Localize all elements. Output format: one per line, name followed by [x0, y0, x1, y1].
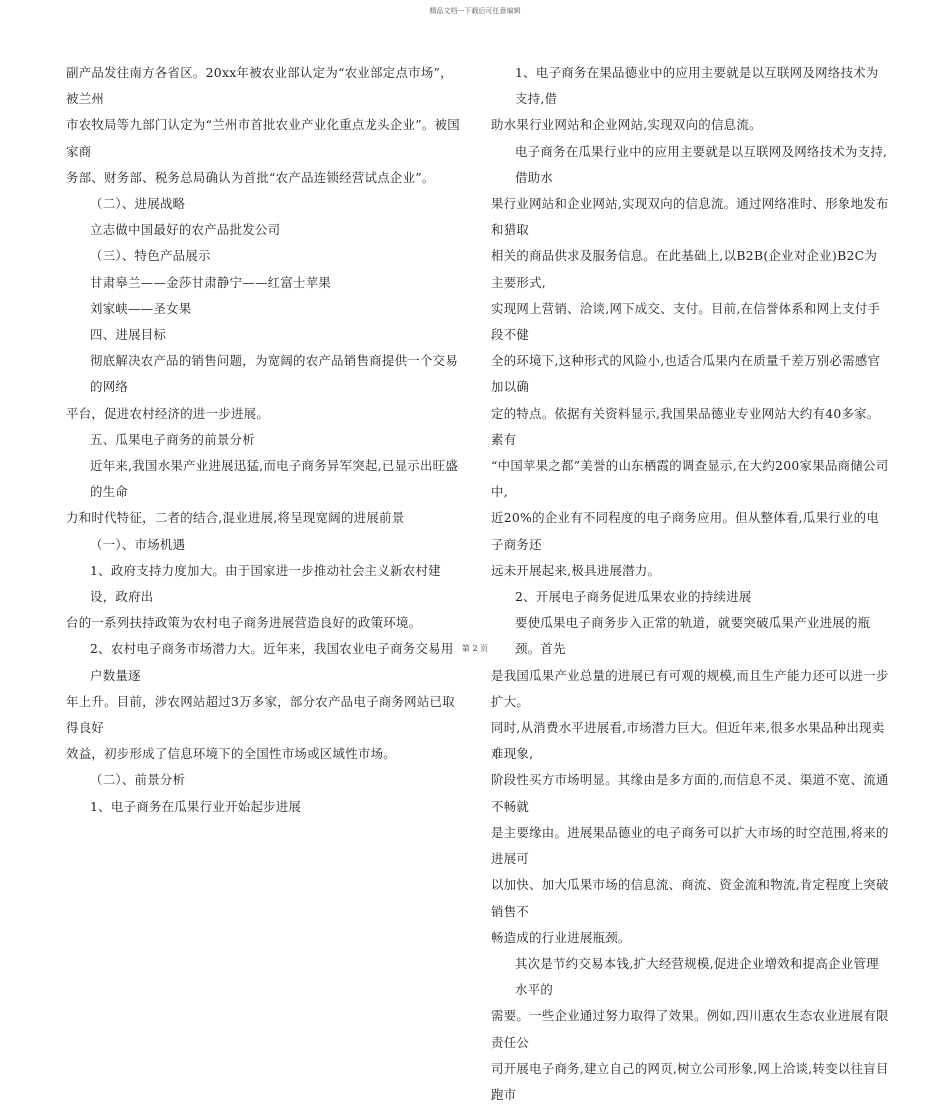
text-line: 需要。一些企业通过努力取得了效果。例如,四川惠农生态农业进展有限责任公: [491, 1008, 889, 1050]
left-column: [66, 60, 464, 820]
text-line: 果行业网站和企业网站,实现双向的信息流。通过网络准时、形象地发布和猎取: [491, 196, 889, 238]
text-line: 年上升。目前，涉农网站超过3万多家，部分农产品电子商务网站已取得良好: [66, 693, 455, 736]
section-heading: 2、开展电子商务促进瓜果农业的持续进展: [515, 589, 752, 605]
text-line: 1、政府支持力度加大。由于国家进一步推动社会主义新农村建设，政府出: [90, 562, 441, 605]
text-line: 务部、财务部、税务总局确认为首批“农产品连锁经营试点企业”。: [66, 169, 435, 185]
text-line: 远未开展起来,极具进展潜力。: [491, 562, 661, 578]
text-line: 平台，促进农村经济的进一步进展。: [66, 405, 270, 421]
text-line: 是主要缘由。进展果品德业的电子商务可以扩大市场的时空范围,将来的进展可: [491, 824, 889, 867]
text-line: 甘肃皋兰——金莎甘肃静宁——红富士苹果: [90, 274, 332, 290]
text-line: 2、农村电子商务市场潜力大。近年来，我国农业电子商务交易用户数量逐: [90, 641, 454, 683]
page-header: 精品文档---下载后可任意编辑: [429, 7, 521, 15]
text-line: 助水果行业网站和企业网站,实现双向的信息流。: [491, 117, 762, 133]
text-line: “中国苹果之都”美誉的山东栖霞的调查显示,在大约200家果品商储公司中,: [491, 458, 889, 500]
section-heading: （二）、进展战略: [90, 196, 186, 212]
text-line: 立志做中国最好的农产品批发公司: [90, 222, 281, 238]
text-line: 要使瓜果电子商务步入正常的轨道，就要突破瓜果产业进展的瓶颈。首先: [515, 615, 871, 657]
text-line: 1、电子商务在果品德业中的应用主要就是以互联网及网络技术为支持,借: [515, 65, 879, 107]
text-line: 1、电子商务在瓜果行业开始起步进展: [90, 798, 302, 814]
text-line: 以加快、加大瓜果市场的信息流、商流、资金流和物流,肯定程度上突破销售不: [491, 877, 889, 919]
text-line: 近年来,我国水果产业进展迅猛,而电子商务异军突起,已显示出旺盛的生命: [90, 458, 459, 500]
text-line: 畅造成的行业进展瓶颈。: [491, 929, 631, 945]
text-line: 市农牧局等九部门认定为“兰州市首批农业产业化重点龙头企业”。被国家商: [66, 117, 460, 159]
page-number: 第 2 页: [461, 644, 489, 653]
text-line: 相关的商品供求及服务信息。在此基础上,以B2B(企业对企业)B2C为主要形式,: [491, 248, 878, 290]
section-heading: （二）、前景分析: [90, 772, 186, 788]
text-line: 全的环境下,这种形式的风险小,也适合瓜果内在质量千差万别必需感官加以确: [491, 353, 881, 395]
text-line: 副产品发往南方各省区。20xx年被农业部认定为“农业部定点市场”，被兰州: [66, 65, 453, 107]
text-line: 近20%的企业有不同程度的电子商务应用。但从整体看,瓜果行业的电子商务还: [491, 510, 880, 552]
section-heading: 五、瓜果电子商务的前景分析: [90, 431, 255, 447]
text-line: 刘家峡——圣女果: [90, 300, 192, 316]
text-line: 同时,从消费水平进展看,市场潜力巨大。但近年来,很多水果品种出现卖难现象,: [491, 720, 885, 762]
text-line: 台的一系列扶持政策为农村电子商务进展营造良好的政策环境。: [66, 615, 422, 631]
text-line: 彻底解决农产品的销售问题，为宽阔的农产品销售商提供一个交易的网络: [90, 353, 459, 395]
text-line: 效益，初步形成了信息环境下的全国性市场或区域性市场。: [66, 746, 396, 762]
text-line: 电子商务在瓜果行业中的应用主要就是以互联网及网络技术为支持,借助水: [515, 143, 888, 185]
text-line: 定的特点。依据有关资料显示,我国果品德业专业网站大约有40多家。素有: [491, 405, 880, 447]
text-line: 是我国瓜果产业总量的进展已有可观的规模,而且生产能力还可以进一步扩大。: [491, 667, 889, 709]
section-heading: （三）、特色产品展示: [90, 248, 211, 264]
section-heading: 四、进展目标: [90, 327, 167, 343]
text-line: 阶段性买方市场明显。其缘由是多方面的,而信息不灵、渠道不宽、流通不畅就: [491, 772, 889, 814]
text-line: 力和时代特征，二者的结合,混业进展,将呈现宽阔的进展前景: [66, 510, 405, 526]
section-heading: （一）、市场机遇: [90, 536, 186, 552]
text-line: 实现网上营销、洽谈,网下成交、支付。目前,在信誉体系和网上支付手段不健: [491, 300, 881, 343]
right-column: [491, 60, 889, 1108]
text-line: 其次是节约交易本钱,扩大经营规模,促进企业增效和提高企业管理水平的: [515, 955, 879, 998]
text-line: 司开展电子商务,建立自己的网页,树立公司形象,网上洽谈,转变以往盲目跑市: [491, 1060, 889, 1102]
